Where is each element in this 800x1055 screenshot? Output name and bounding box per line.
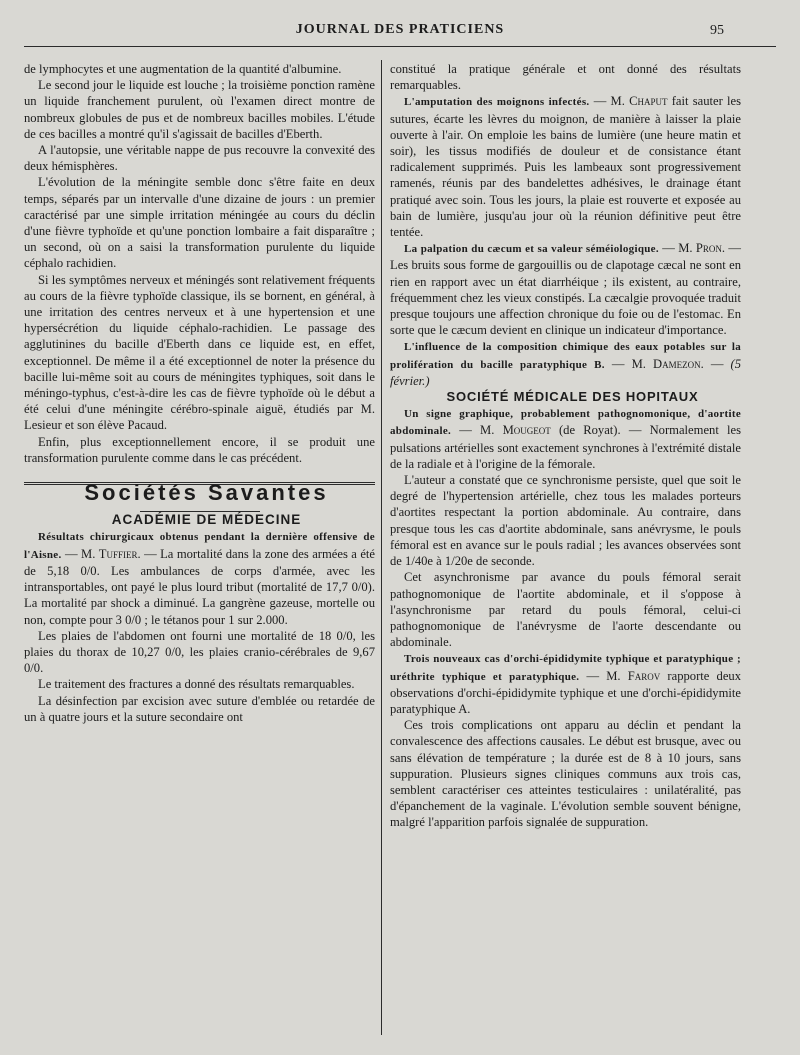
left-column <box>24 61 375 725</box>
article-text: (de Royat). — Normalement les pulsations artérielles sont exactement synchrones à l'extrémité distale de la radiale et à l'origine de la fémorale. <box>390 423 742 471</box>
paragraph: Ces trois complications ont apparu au déclin et pendant la convalescence des affections causales. Le début est brusque, avec ou sans élévation de température ; la durée est de 8 à 10 jours, sans suppuration. Plusieurs signes cliniques communs aux trois cas, semblent caractériser ces atteintes testiculaires : unilatéralité, pas d'épanchement de la vaginale. L'évolution semble souvent bénigne, malgré l'apparition parfois signalée de suppuration. <box>390 718 741 830</box>
article-heading: Résultats chirurgicaux obtenus pendant la dernière offensive de l'Aisne. <box>24 531 375 561</box>
section-title: Sociétés Savantes <box>84 480 329 506</box>
article-paragraph <box>24 528 375 627</box>
article-text: . — <box>700 356 731 371</box>
article-paragraph <box>390 93 741 240</box>
article-heading: Un signe graphique, probablement pathognomonique, d'aortite abdominale. <box>390 408 741 438</box>
column-divider <box>381 60 382 1035</box>
article-paragraph <box>390 650 741 717</box>
article-paragraph <box>390 338 741 389</box>
header-rule <box>24 46 776 47</box>
article-heading: L'influence de la composition chimique des eaux potables sur la prolifération du bacille paratyphique B. <box>390 341 741 371</box>
author-name: Tuffier <box>98 546 138 561</box>
journal-title: JOURNAL DES PRATICIENS <box>295 22 505 37</box>
paragraph: constitué la pratique générale et ont donné des résultats remarquables. <box>390 62 741 93</box>
dash: — M. <box>604 356 654 371</box>
paragraph: Si les symptômes nerveux et méningés sont relativement fréquents au cours de la fièvre typhoïde classique, ils se bornent, en général, à une irritation des centres nerveux et à une hypertension et une hypersécrétion du liquide céphalo-rachidien. Le passage des agglutinines du bacille d'Eberth dans ce liquide est, en effet, exceptionnel. De même il a été exceptionnel de noter la présence du bacille lui-même soit au cours de méningites typhiques, soit dans le méningo-typhus, c'est-à-dire les cas de fièvre typhoïde où le début a été celui d'une méningite cérébro-spinale aiguë, étudiés par M. Lesieur et son élève Pacaud. <box>24 272 375 433</box>
paragraph: Le second jour le liquide est louche ; la troisième ponction ramène un liquide franchement purulent, où l'examen direct montre de nombreux globules de pus et de nombreux bacilles mobiles. L'étude de ces bacilles a montré qu'il s'agissait de bacilles d'Eberth. <box>24 78 375 141</box>
paragraph: Cet asynchronisme par avance du pouls fémoral serait pathognomonique de l'aortite abdominale, et il s'oppose à l'asynchronisme par retard du pouls fémoral, celui-ci pathognomonique de l'anévrysme de l'aorte descendante ou abdominale. <box>390 570 741 650</box>
paragraph: La désinfection par excision avec suture d'emblée ou retardée de un à quatre jours et la suture secondaire ont <box>24 693 375 724</box>
article-heading: L'amputation des moignons infectés. <box>404 96 590 109</box>
author-name: Farov <box>627 668 661 683</box>
paragraph: de lymphocytes et une augmentation de la quantité d'albumine. <box>24 62 342 76</box>
dash: — M. <box>61 546 99 561</box>
paragraph: Les plaies de l'abdomen ont fourni une mortalité de 18 0/0, les plaies du thorax de 10,27 0/0, les plaies cranio-cérébrales de 9,67 0/0. <box>24 628 375 676</box>
article-text: . — La mortalité dans la zone des armées a été de 5,18 0/0. Les ambulances de corps d'armée, avec les intransportables, ont payé le plus lourd tribut (mortalité de 17,7 0/0). La mortalité par shock a diminué. La gangrène gazeuse, mortelle ou non, compte pour 3 0/0 ; le tétanos pour 1 sur 2.000. <box>24 546 375 627</box>
paragraph: L'auteur a constaté que ce synchronisme persiste, quel que soit le degré de l'hypertension artérielle, chez tous les malades porteurs d'aortites respectant la portion abdominale. Au contraire, dans presque tous les cas d'aortite abdominale, sans anévrysme, le pouls fémoral est en avance sur le pouls radial ; les avances observées sont de 1/40e à 1/20e de seconde. <box>390 473 741 569</box>
author-name: Pron <box>695 241 722 256</box>
article-paragraph <box>390 405 741 472</box>
paragraph: L'évolution de la méningite semble donc s'être faite en deux temps, séparés par un intervalle d'une dizaine de jours : un premier caractérisé par une simple irritation méningée au cours du déclin d'une fièvre typhoïde et qu'une ponction lombaire a fait disparaître ; un second, où on a saisi la transformation purulente du liquide céphalo rachidien. <box>24 175 375 271</box>
dash: — M. <box>579 668 628 683</box>
article-text: fait sauter les sutures, écarte les lèvres du moignon, de manière à laisser la plaie ouverte à l'air. On emploie les bains de lumière (une heure matin et soir), les tissus modifiés de douleur et de consistance étant radicalement supprimés. Puis les lambeaux sont progressivement ramenés, réunis par des bandelettes adhésives, le drainage étant pratiqué avec soin. Tous les jours, la plaie est rouverte et exposée au bain de lumière, jusqu'au jour où la réunion définitive peut être tentée. <box>390 94 741 240</box>
subsection-title: SOCIÉTÉ MÉDICALE DES HOPITAUX <box>446 389 699 405</box>
author-name: Damezon <box>653 356 701 371</box>
paragraph: Enfin, plus exceptionnellement encore, il se produit une transformation purulente comme dans le cas précédent. <box>24 434 375 465</box>
paragraph: A l'autopsie, une véritable nappe de pus recouvre la convexité des deux hémisphères. <box>24 143 375 174</box>
paragraph: Le traitement des fractures a donné des résultats remarquables. <box>38 677 355 692</box>
dash: — M. <box>658 241 696 256</box>
article-heading: Trois nouveaux cas d'orchi-épididymite typhique et paratyphique ; uréthrite typhique et paratyphique. <box>390 653 741 683</box>
right-column <box>390 61 741 831</box>
page-header <box>0 22 800 46</box>
subsection-title: ACADÉMIE DE MÉDECINE <box>111 512 302 528</box>
author-name: Mougeot <box>502 423 551 438</box>
article-date: (5 février.) <box>390 356 742 388</box>
article-text: . — Les bruits sous forme de gargouillis ou de clapotage cæcal ne sont en rien en rapport avec un état diarrhéique ; ils existent, au contraire, fréquemment chez les vieux constipés. La cæcalgie provoquée traduit presque toujours une affection chronique du foie ou de l'estomac. En sorte que le cæcum devient en clinique un indicateur d'importance. <box>390 241 742 338</box>
article-paragraph <box>390 240 741 338</box>
author-name: Chaput <box>629 94 668 109</box>
dash: — M. <box>451 423 503 438</box>
dash: — M. <box>589 94 630 109</box>
page-number: 95 <box>710 23 724 38</box>
article-text: rapporte deux observations d'orchi-épididymite typhique et une d'orchi-épididymite paratyphique A. <box>390 668 742 716</box>
article-heading: La palpation du cæcum et sa valeur séméiologique. <box>404 243 659 256</box>
